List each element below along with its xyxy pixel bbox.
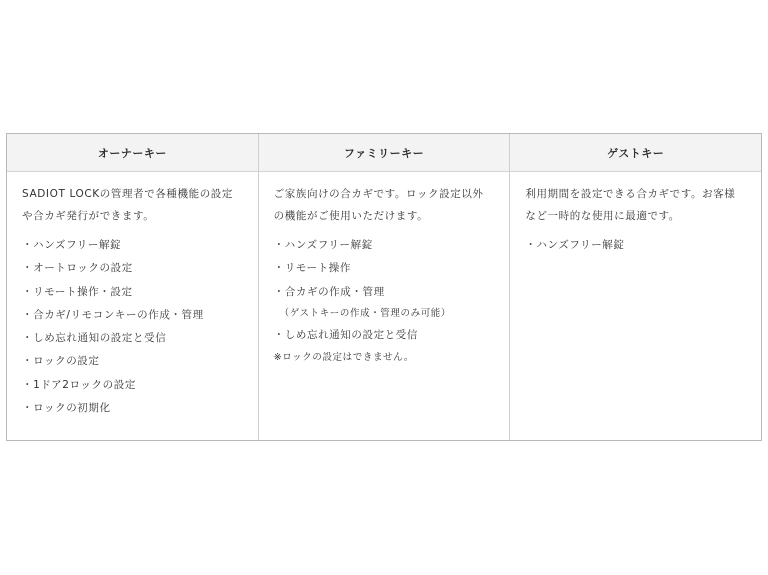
list-sub-item: （ゲストキーの作成・管理のみ可能）	[279, 307, 451, 319]
list-item: ・ハンズフリー解錠	[22, 239, 122, 251]
list-item: ・リモート操作・設定	[22, 285, 133, 298]
guest-key-body	[510, 172, 761, 257]
owner-key-feature-list	[22, 234, 243, 420]
list-item: ・ロックの設定	[22, 355, 100, 368]
family-key-column	[258, 134, 510, 440]
family-key-body	[259, 172, 510, 369]
guest-key-header: ゲストキー	[510, 134, 761, 172]
list-item: ・合カギの作成・管理	[273, 285, 385, 298]
list-item: ・合カギ/リモコンキーの作成・管理	[22, 308, 204, 321]
list-item: ・ハンズフリー解錠	[525, 239, 625, 251]
owner-key-description: SADIOT LOCKの管理者で各種機能の設定や合カギ発行ができます。	[22, 188, 233, 222]
list-item: ・リモート操作	[273, 262, 351, 275]
family-key-description: ご家族向けの合カギです。ロック設定以外の機能がご使用いただけます。	[273, 188, 484, 222]
guest-key-column	[509, 134, 761, 440]
list-item: ・ハンズフリー解錠	[273, 239, 373, 251]
key-types-table	[6, 133, 762, 441]
list-item: ・しめ忘れ通知の設定と受信	[273, 328, 418, 341]
family-key-header: ファミリーキー	[259, 134, 510, 172]
list-item: ・オートロックの設定	[22, 262, 133, 275]
guest-key-feature-list	[525, 234, 746, 257]
owner-key-body	[7, 172, 258, 420]
family-key-feature-list	[274, 234, 495, 347]
owner-key-header: オーナーキー	[7, 134, 258, 172]
owner-key-column	[7, 134, 258, 440]
list-item: ・1ドア2ロックの設定	[22, 378, 136, 391]
family-key-note: ※ロックの設定はできません。	[273, 352, 414, 364]
list-item: ・しめ忘れ通知の設定と受信	[22, 332, 167, 345]
guest-key-description: 利用期間を設定できる合カギです。お客様など一時的な使用に最適です。	[525, 188, 736, 222]
list-item: ・ロックの初期化	[22, 402, 111, 415]
